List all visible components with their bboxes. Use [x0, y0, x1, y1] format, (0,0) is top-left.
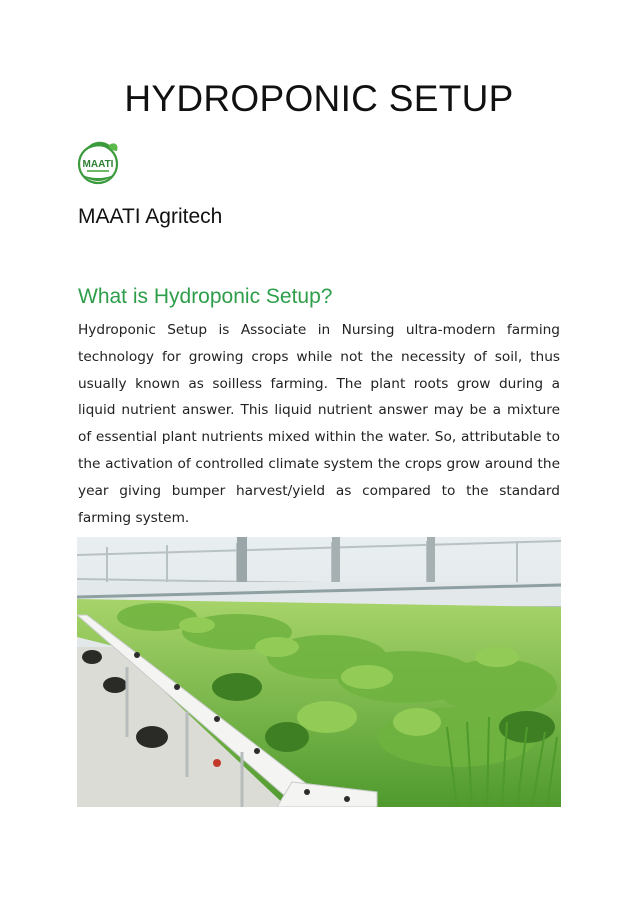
maati-logo — [77, 137, 121, 187]
company-name: MAATI Agritech — [78, 205, 223, 228]
section-heading: What is Hydroponic Setup? — [78, 285, 333, 308]
hydroponic-greenhouse-photo — [77, 537, 561, 807]
section-paragraph: Hydroponic Setup is Associate in Nursing ultra-modern farming technology for growing crops while not the necessity of soil, thus usually known as soilless farming. The plant roots grow during a liquid nutrient answer. This liquid nutrient answer may be a mixture of essential plant nutrients mixed within the water. So, attributable to the activation of controlled climate system the crops grow around the year giving bumper harvest/yield as compared to the standard farming system. — [78, 322, 560, 526]
page-title: HYDROPONIC SETUP — [124, 78, 514, 119]
logo-wordmark: MAATI — [82, 159, 114, 170]
